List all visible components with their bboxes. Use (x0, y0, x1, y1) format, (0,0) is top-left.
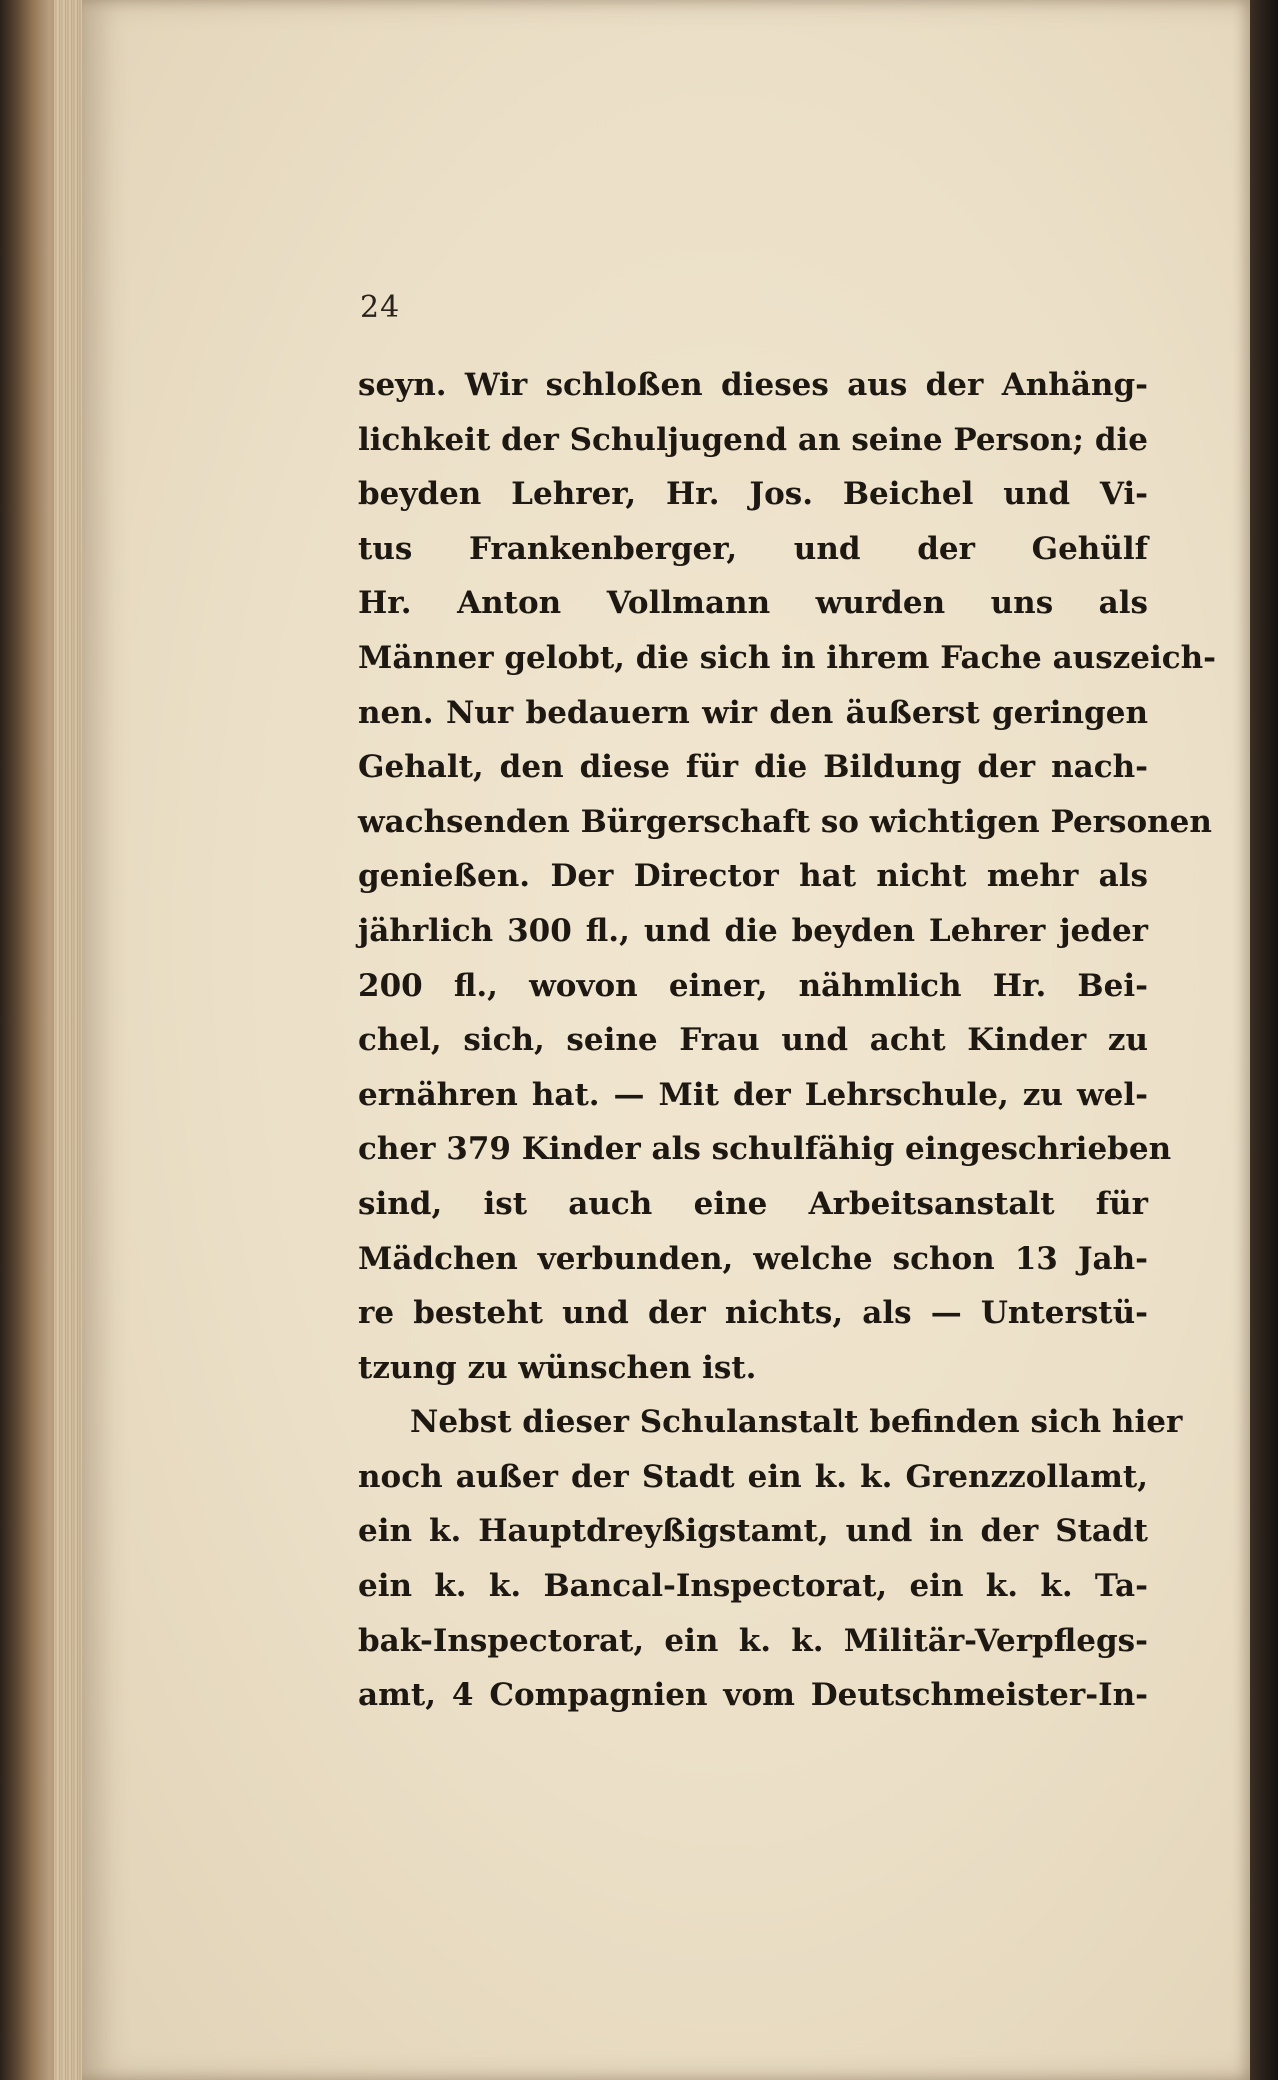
text-line: chel, sich, seine Frau und acht Kinder zu (358, 1022, 1148, 1059)
text-line: ein k. k. Bancal-Inspectorat, ein k. k. Ta- (358, 1568, 1148, 1605)
text-line: Gehalt, den diese für die Bildung der nach- (358, 749, 1148, 786)
page-stack-edges (54, 0, 84, 2080)
text-line: bak-Inspectorat, ein k. k. Militär-Verpflegs- (358, 1622, 1148, 1659)
text-line: nen. Nur bedauern wir den äußerst geringen (358, 694, 1148, 731)
text-line: Nebst dieser Schulanstalt befinden sich hier (410, 1404, 1183, 1441)
text-line: Hr. Anton Vollmann wurden uns als (358, 585, 1148, 622)
text-line: re besteht und der nichts, als — Unterstü- (358, 1295, 1148, 1332)
text-line: Mädchen verbunden, welche schon 13 Jah- (358, 1240, 1148, 1277)
body-text (358, 358, 1217, 1723)
text-line: sind, ist auch eine Arbeitsanstalt für (358, 1185, 1148, 1222)
text-line: tzung zu wünschen ist. (358, 1349, 757, 1386)
text-line: 200 fl., wovon einer, nähmlich Hr. Bei- (358, 967, 1148, 1004)
text-line: tus Frankenberger, und der Gehülf (358, 530, 1148, 567)
text-line: genießen. Der Director hat nicht mehr als (358, 858, 1148, 895)
text-line: ernähren hat. — Mit der Lehrschule, zu wel- (358, 1076, 1148, 1113)
text-line: Männer gelobt, die sich in ihrem Fache auszeich- (358, 639, 1217, 676)
text-line: seyn. Wir schloßen dieses aus der Anhäng- (358, 367, 1148, 403)
text-line: ein k. Hauptdreyßigstamt, und in der Stadt (358, 1513, 1148, 1550)
text-line: beyden Lehrer, Hr. Jos. Beichel und Vi- (358, 476, 1148, 513)
text-line: amt, 4 Compagnien vom Deutschmeister-In- (358, 1677, 1148, 1714)
text-line: wachsenden Bürgerschaft so wichtigen Personen (358, 803, 1212, 840)
text-line: noch außer der Stadt ein k. k. Grenzzollamt, (358, 1458, 1148, 1495)
text-line: lichkeit der Schuljugend an seine Person; die (358, 421, 1148, 458)
text-line: jährlich 300 fl., und die beyden Lehrer jeder (358, 912, 1148, 949)
text-line: cher 379 Kinder als schulfähig eingeschrieben (358, 1131, 1172, 1168)
page-number: 24 (360, 290, 401, 325)
page-right-shadow (1250, 0, 1278, 2080)
